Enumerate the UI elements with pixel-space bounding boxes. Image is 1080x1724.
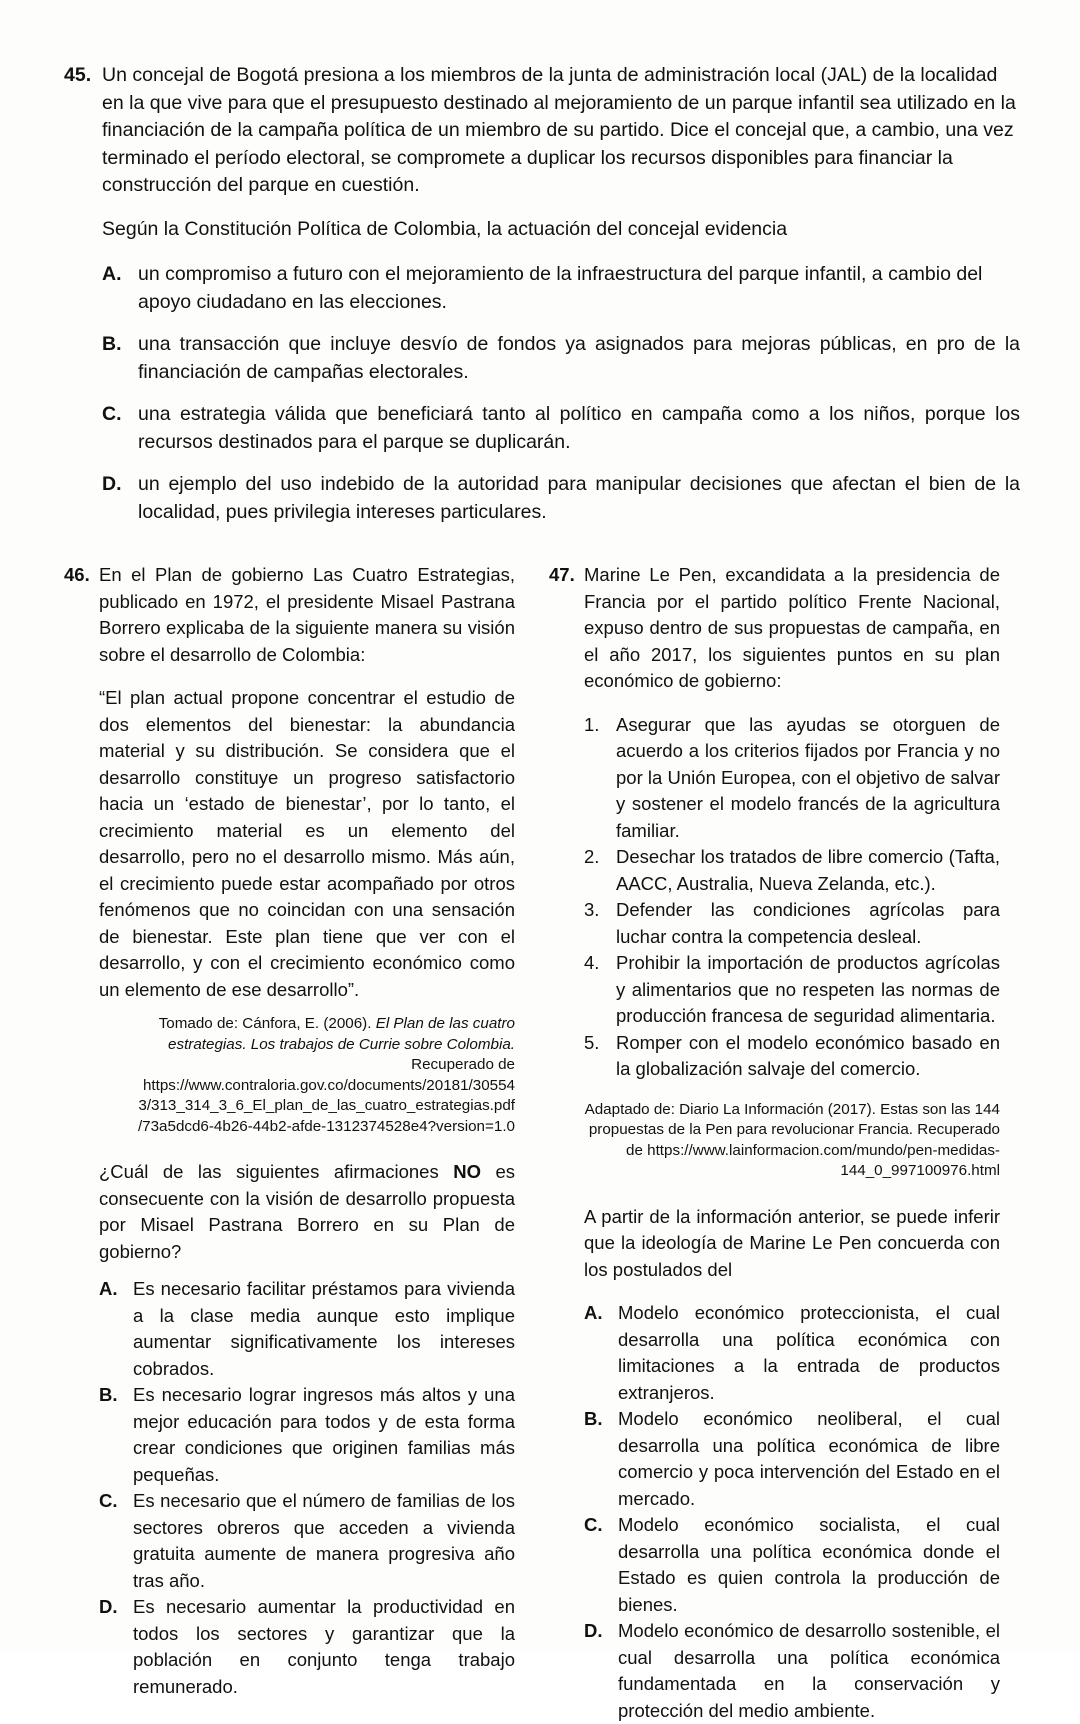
list-item xyxy=(584,950,1000,1030)
list-item-text: Romper con el modelo económico basado en la globalización salvaje del comercio. xyxy=(616,1031,1000,1079)
option-text: Modelo económico de desarrollo sostenible, el cual desarrolla una política económica fundamentada en la conservación y protección del medio ambiente. xyxy=(618,1620,1000,1721)
option-text: un compromiso a futuro con el mejoramiento de la infraestructura del parque infantil, a cambio del apoyo ciudadano en las elecciones. xyxy=(138,263,983,313)
prompt-negation: NO xyxy=(453,1161,481,1182)
option-text: una transacción que incluye desvío de fondos ya asignados para mejoras públicas, en pro de la financiación de campañas electorales. xyxy=(138,333,1020,383)
question-45-prompt: Según la Constitución Política de Colombia, la actuación del concejal evidencia xyxy=(102,217,788,240)
column-right xyxy=(549,562,1000,1724)
option-letter: D. xyxy=(99,1596,118,1617)
source-url-line-3: /73a5dcd6-4b26-44b2-afde-1312374528e4?version=1.0 xyxy=(137,1117,515,1135)
option-text: Es necesario facilitar préstamos para vivienda a la clase media aunque esto implique aumentar significativamente los intereses cobrados. xyxy=(133,1278,515,1379)
source-prefix: Adaptado de: Diario La Información (2017). xyxy=(584,1100,876,1118)
source-url-line-1: https://www.contraloria.gov.co/documents/20181/30554 xyxy=(142,1076,515,1094)
option-letter: C. xyxy=(584,1514,603,1535)
question-47-prompt: A partir de la información anterior, se puede inferir que la ideología de Marine Le Pen concuerda con los postulados del xyxy=(584,1205,1000,1280)
option-row[interactable] xyxy=(584,1406,1000,1512)
column-left xyxy=(64,562,515,1724)
question-45-number: 45. xyxy=(64,64,92,86)
option-text: Es necesario aumentar la productividad en todos los sectores y garantizar que la población en conjunto tenga trabajo remunerado. xyxy=(133,1596,515,1697)
option-row[interactable] xyxy=(584,1300,1000,1406)
list-item-number: 2. xyxy=(584,846,600,867)
list-item-number: 4. xyxy=(584,952,600,973)
question-47-stem: Marine Le Pen, excandidata a la presidencia de Francia por el partido político Frente Nacional, expuso dentro de sus propuestas de campaña, en el año 2017, los siguientes puntos en su plan económico de gobierno: xyxy=(584,564,1000,691)
option-text: Es necesario que el número de familias de los sectores obreros que acceden a vivienda gratuita aumente de manera progresiva año tras año. xyxy=(133,1490,515,1591)
option-row[interactable] xyxy=(99,1276,515,1382)
option-row[interactable] xyxy=(99,1382,515,1488)
list-item-text: Defender las condiciones agrícolas para luchar contra la competencia desleal. xyxy=(616,899,1000,947)
option-row[interactable] xyxy=(102,471,1020,526)
list-item-text: Desechar los tratados de libre comercio (Tafta, AACC, Australia, Nueva Zelanda, etc.). xyxy=(616,846,1000,894)
option-letter: B. xyxy=(584,1408,603,1429)
option-text: una estrategia válida que beneficiará tanto al político en campaña como a los niños, porque los recursos destinados para el parque se duplicarán. xyxy=(138,403,1020,453)
option-row[interactable] xyxy=(584,1618,1000,1724)
source-url-line-2: 3/313_314_3_6_El_plan_de_las_cuatro_estrategias.pdf xyxy=(138,1097,515,1114)
option-text: Es necesario lograr ingresos más altos y una mejor educación para todos y de esta forma crear condiciones que originen familias más pequeñas. xyxy=(133,1384,515,1485)
question-46-source xyxy=(99,1014,515,1137)
list-item-number: 1. xyxy=(584,713,600,735)
list-item xyxy=(584,1030,1000,1083)
option-row[interactable] xyxy=(99,1594,515,1700)
source-title: El Plan de las cuatro estrategias. Los trabajos de Currie sobre Colombia. xyxy=(168,1015,515,1053)
question-46-number: 46. xyxy=(64,564,90,585)
source-prefix: Tomado de: Cánfora, E. (2006). xyxy=(158,1015,372,1032)
question-45-options xyxy=(102,261,1020,526)
option-letter: A. xyxy=(99,1278,118,1299)
question-46-stem: En el Plan de gobierno Las Cuatro Estrategias, publicado en 1972, el presidente Misael Pastrana Borrero explicaba de la siguiente manera su visión sobre el desarrollo de Colombia: xyxy=(99,564,515,665)
question-47-options xyxy=(584,1300,1000,1724)
option-row[interactable] xyxy=(102,401,1020,456)
option-letter: A. xyxy=(102,263,122,285)
source-retrieved-label: Recuperado de xyxy=(411,1056,515,1073)
option-row[interactable] xyxy=(102,261,1020,316)
two-column-area xyxy=(64,562,1020,1724)
question-46-prompt xyxy=(99,1159,515,1265)
option-letter: C. xyxy=(99,1490,118,1511)
prompt-part-before: ¿Cuál de las siguientes afirmaciones xyxy=(99,1161,454,1182)
source-title: Estas son las 144 propuestas de la Pen para revolucionar Francia. xyxy=(588,1100,1000,1138)
option-letter: A. xyxy=(584,1302,603,1323)
list-item-number: 3. xyxy=(584,899,600,920)
list-item-text: Prohibir la importación de productos agrícolas y alimentarios que no respeten las normas de producción francesa de seguridad alimentaria. xyxy=(616,952,1000,1026)
option-text: Modelo económico neoliberal, el cual desarrolla una política económica de libre comercio y poca intervención del Estado en el mercado. xyxy=(618,1408,1000,1509)
prompt-part-after: es consecuente con la visión de desarrollo propuesta por Misael Pastrana Borrero en su Plan de gobierno? xyxy=(99,1161,515,1262)
option-letter: C. xyxy=(102,403,122,425)
option-letter: D. xyxy=(102,473,122,495)
question-47-number: 47. xyxy=(549,564,575,585)
question-46-quote: “El plan actual propone concentrar el estudio de dos elementos del bienestar: la abundancia material y su distribución. Se considera que el desarrollo constituye un progreso satisfactorio hacia un ‘estado de bienestar’, por lo tanto, el crecimiento material es un elemento del desarrollo, pero no el desarrollo mismo. Más aún, el crecimiento puede estar acompañado por otros fenómenos que no coincidan con una sensación de bienestar. Este plan tiene que ver con el desarrollo, y con el crecimiento económico como un elemento de ese desarrollo”. xyxy=(99,687,515,1000)
question-45 xyxy=(64,62,1020,259)
option-row[interactable] xyxy=(102,331,1020,386)
option-text: un ejemplo del uso indebido de la autoridad para manipular decisiones que afectan el bien de la localidad, pues privilegia intereses particulares. xyxy=(138,473,1020,523)
question-45-body xyxy=(102,62,1020,259)
list-item-text: Asegurar que las ayudas se otorguen de acuerdo a los criterios fijados por Francia y no por la Unión Europea, con el objetivo de salvar y sostener el modelo francés de la agricultura familiar. xyxy=(616,713,1000,841)
question-46 xyxy=(64,562,515,668)
option-letter: B. xyxy=(102,333,122,355)
question-46-options xyxy=(99,1276,515,1700)
list-item xyxy=(584,897,1000,950)
option-letter: D. xyxy=(584,1620,603,1641)
question-47 xyxy=(549,562,1000,695)
list-item xyxy=(584,844,1000,897)
source-retrieved: Recuperado de https://www.lainformacion.com/mundo/pen-medidas-144_0_997100976.html xyxy=(626,1121,1000,1179)
list-item xyxy=(584,712,1000,845)
question-45-stem: Un concejal de Bogotá presiona a los miembros de la junta de administración local (JAL) de la localidad en la que vive para que el presupuesto destinado al mejoramiento de un parque infantil sea utilizado en la financiación de la campaña política de un miembro de su partido. Dice el concejal que, a cambio, una vez terminado el período electoral, se compromete a duplicar los recursos disponibles para financiar la construcción del parque en cuestión. xyxy=(102,64,1016,196)
option-text: Modelo económico socialista, el cual desarrolla una política económica donde el Estado es quien controla la producción de bienes. xyxy=(618,1514,1000,1615)
question-47-source xyxy=(584,1100,1000,1182)
list-item-number: 5. xyxy=(584,1031,600,1053)
option-text: Modelo económico proteccionista, el cual desarrolla una política económica con limitaciones a la entrada de productos extranjeros. xyxy=(618,1302,1000,1403)
option-letter: B. xyxy=(99,1384,118,1405)
option-row[interactable] xyxy=(584,1512,1000,1618)
question-47-points xyxy=(584,712,1000,1083)
option-row[interactable] xyxy=(99,1488,515,1594)
